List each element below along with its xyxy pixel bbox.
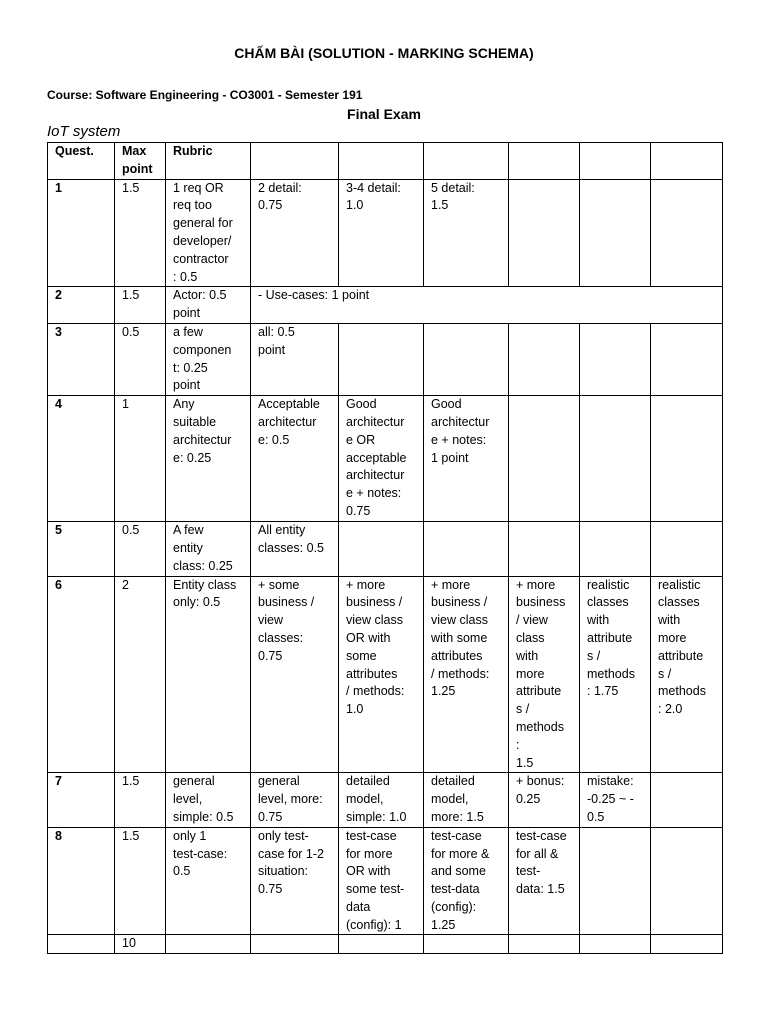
rubric-level-cell: test-case for all & test- data: 1.5 xyxy=(509,827,580,935)
rubric-level-cell xyxy=(580,935,651,954)
rubric-level-cell xyxy=(651,522,723,576)
rubric-level-cell: realistic classes with more attribute s / methods : 2.0 xyxy=(651,576,723,773)
rubric-level-cell: + more business / view class OR with some attributes / methods: 1.0 xyxy=(339,576,424,773)
header-max-point: Max point xyxy=(115,143,166,180)
rubric-level-cell: + more business / view class with more attribute s / methods : 1.5 xyxy=(509,576,580,773)
rubric-level-cell: Good architectur e + notes: 1 point xyxy=(424,396,509,522)
rubric-level-cell xyxy=(651,827,723,935)
question-number: 6 xyxy=(48,576,115,773)
rubric-level-cell xyxy=(509,323,580,395)
rubric-level-cell: detailed model, simple: 1.0 xyxy=(339,773,424,827)
rubric-level-cell xyxy=(651,179,723,287)
total-row xyxy=(48,935,723,954)
rubric-level-cell xyxy=(166,935,251,954)
document-title: CHẤM BÀI (SOLUTION - MARKING SCHEMA) xyxy=(234,45,534,61)
rubric-level-cell xyxy=(509,522,580,576)
table-row xyxy=(48,287,723,324)
rubric-level-cell: detailed model, more: 1.5 xyxy=(424,773,509,827)
table-row xyxy=(48,827,723,935)
rubric-level-cell: Any suitable architectur e: 0.25 xyxy=(166,396,251,522)
rubric-level-cell xyxy=(580,522,651,576)
header-quest: Quest. xyxy=(48,143,115,180)
question-number: 3 xyxy=(48,323,115,395)
rubric-level-cell xyxy=(509,935,580,954)
table-header-row xyxy=(48,143,723,180)
rubric-level-cell xyxy=(424,935,509,954)
max-point: 1 xyxy=(115,396,166,522)
rubric-level-cell xyxy=(424,522,509,576)
max-point: 1.5 xyxy=(115,179,166,287)
rubric-level-cell xyxy=(509,396,580,522)
rubric-level-cell: A few entity class: 0.25 xyxy=(166,522,251,576)
table-row xyxy=(48,323,723,395)
rubric-level-cell xyxy=(339,935,424,954)
rubric-level-cell: mistake: -0.25 ~ - 0.5 xyxy=(580,773,651,827)
header-rubric: Rubric xyxy=(166,143,251,180)
rubric-level-cell xyxy=(651,323,723,395)
rubric-level-cell: + bonus: 0.25 xyxy=(509,773,580,827)
max-point: 2 xyxy=(115,576,166,773)
rubric-level-cell xyxy=(580,827,651,935)
rubric-level-cell: general level, simple: 0.5 xyxy=(166,773,251,827)
table-row xyxy=(48,576,723,773)
rubric-level-cell xyxy=(651,396,723,522)
course-line: Course: Software Engineering - CO3001 - Semester 191 xyxy=(47,88,363,102)
rubric-level-cell: + more business / view class with some attributes / methods: 1.25 xyxy=(424,576,509,773)
header-empty-cell xyxy=(651,143,723,180)
question-number: 2 xyxy=(48,287,115,324)
rubric-level-cell: 2 detail: 0.75 xyxy=(251,179,339,287)
total-max-point: 10 xyxy=(115,935,166,954)
header-empty-cell xyxy=(424,143,509,180)
rubric-level-cell-merged: - Use-cases: 1 point xyxy=(251,287,723,324)
question-number: 7 xyxy=(48,773,115,827)
max-point: 0.5 xyxy=(115,522,166,576)
rubric-level-cell: only 1 test-case: 0.5 xyxy=(166,827,251,935)
marking-schema-table xyxy=(47,142,723,954)
rubric-level-cell: 5 detail: 1.5 xyxy=(424,179,509,287)
rubric-level-cell: Actor: 0.5 point xyxy=(166,287,251,324)
rubric-level-cell: + some business / view classes: 0.75 xyxy=(251,576,339,773)
question-number: 8 xyxy=(48,827,115,935)
rubric-level-cell: test-case for more OR with some test- data (config): 1 xyxy=(339,827,424,935)
rubric-level-cell xyxy=(651,773,723,827)
rubric-level-cell xyxy=(509,179,580,287)
rubric-level-cell xyxy=(339,323,424,395)
rubric-level-cell: all: 0.5 point xyxy=(251,323,339,395)
rubric-level-cell xyxy=(651,935,723,954)
header-empty-cell xyxy=(339,143,424,180)
rubric-level-cell xyxy=(424,323,509,395)
question-number xyxy=(48,935,115,954)
rubric-level-cell: All entity classes: 0.5 xyxy=(251,522,339,576)
table-row xyxy=(48,773,723,827)
max-point: 1.5 xyxy=(115,287,166,324)
rubric-level-cell: test-case for more & and some test-data (config): 1.25 xyxy=(424,827,509,935)
rubric-level-cell xyxy=(580,179,651,287)
table-row xyxy=(48,396,723,522)
rubric-level-cell: a few componen t: 0.25 point xyxy=(166,323,251,395)
table-row xyxy=(48,179,723,287)
rubric-level-cell: Entity class only: 0.5 xyxy=(166,576,251,773)
header-empty-cell xyxy=(580,143,651,180)
rubric-level-cell: only test- case for 1-2 situation: 0.75 xyxy=(251,827,339,935)
rubric-level-cell xyxy=(251,935,339,954)
question-number: 4 xyxy=(48,396,115,522)
rubric-level-cell: Good architectur e OR acceptable architectur e + notes: 0.75 xyxy=(339,396,424,522)
table-row xyxy=(48,522,723,576)
header-empty-cell xyxy=(509,143,580,180)
rubric-level-cell: Acceptable architectur e: 0.5 xyxy=(251,396,339,522)
max-point: 0.5 xyxy=(115,323,166,395)
question-number: 1 xyxy=(48,179,115,287)
max-point: 1.5 xyxy=(115,773,166,827)
rubric-level-cell xyxy=(580,323,651,395)
max-point: 1.5 xyxy=(115,827,166,935)
rubric-level-cell: 3-4 detail: 1.0 xyxy=(339,179,424,287)
section-label: IoT system xyxy=(47,123,121,140)
rubric-level-cell: 1 req OR req too general for developer/ contractor : 0.5 xyxy=(166,179,251,287)
rubric-level-cell xyxy=(580,396,651,522)
header-empty-cell xyxy=(251,143,339,180)
question-number: 5 xyxy=(48,522,115,576)
rubric-level-cell: realistic classes with attribute s / methods : 1.75 xyxy=(580,576,651,773)
rubric-level-cell xyxy=(339,522,424,576)
rubric-level-cell: general level, more: 0.75 xyxy=(251,773,339,827)
exam-title: Final Exam xyxy=(347,106,421,122)
